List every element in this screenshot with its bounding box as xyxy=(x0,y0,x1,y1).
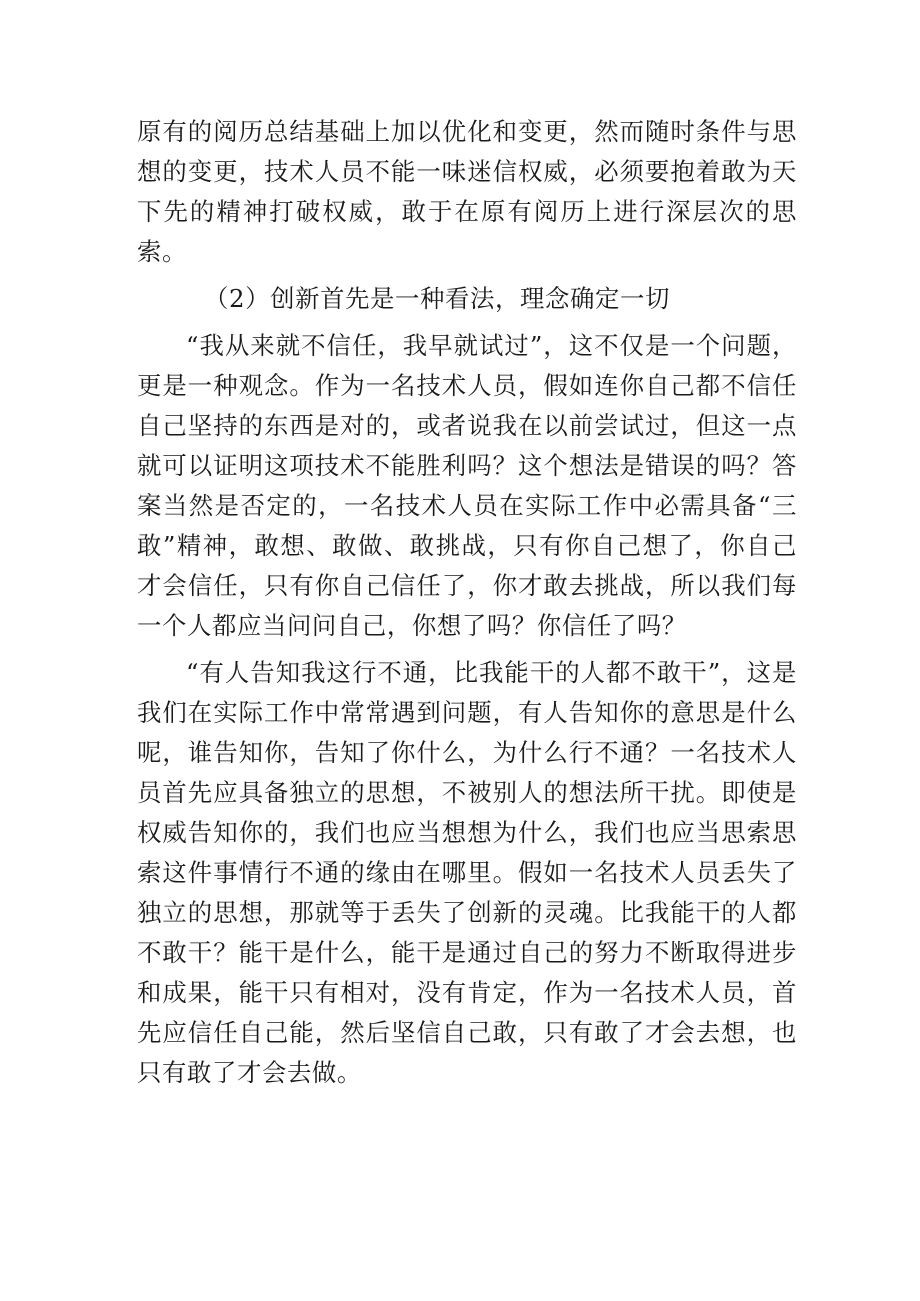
paragraph-independence: “有人告知我这行不通，比我能干的人都不敢干”，这是我们在实际工作中常常遇到问题，有人告知你的意思是什么呢，谁告知你，告知了你什么，为什么行不通？一名技术人员首先应具备独立的思想，不被别人的想法所干扰。即使是权威告知你的，我们也应当想想为什么，我们也应当思索思索这件事情行不通的缘由在哪里。假如一名技术人员丢失了独立的思想，那就等于丢失了创新的灵魂。比我能干的人都不敢干？能干是什么，能干是通过自己的努力不断取得进步和成果，能干只有相对，没有肯定，作为一名技术人员，首先应信任自己能，然后坚信自己敢，只有敢了才会去想，也只有敢了才会去做。 xyxy=(137,658,797,1087)
section-heading: （2）创新首先是一种看法，理念确定一切 xyxy=(204,284,670,313)
document-body xyxy=(137,112,797,1100)
paragraph-continuation: 原有的阅历总结基础上加以优化和变更，然而随时条件与思想的变更，技术人员不能一味迷信权威，必须要抱着敢为天下先的精神打破权威，敢于在原有阅历上进行深层次的思索。 xyxy=(137,117,797,266)
paragraph-belief: “我从来就不信任，我早就试过”，这不仅是一个问题，更是一种观念。作为一名技术人员，假如连你自己都不信任自己坚持的东西是对的，或者说我在以前尝试过，但这一点就可以证明这项技术不能胜利吗？这个想法是错误的吗？答案当然是否定的，一名技术人员在实际工作中必需具备“三敢”精神，敢想、敢做、敢挑战，只有你自己想了，你自己才会信任，只有你自己信任了，你才敢去挑战，所以我们每一个人都应当问问自己，你想了吗？你信任了吗？ xyxy=(137,331,797,640)
